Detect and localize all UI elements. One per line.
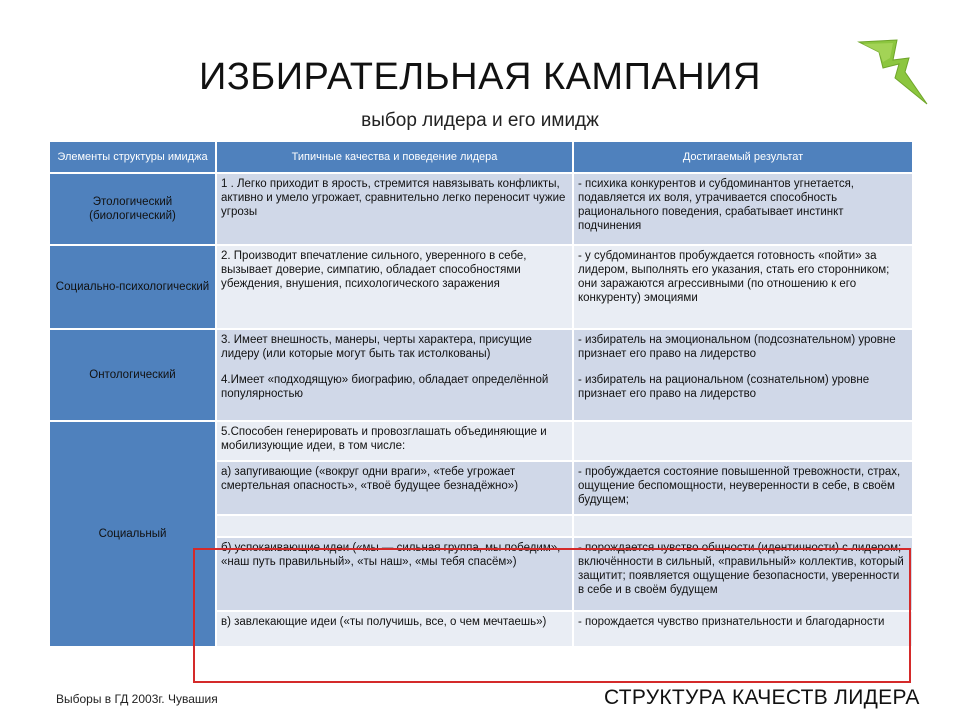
quality-cell [217,330,572,420]
result-text: - избиратель на рациональном (сознательном) уровне признает его право на лидерство [578,374,870,400]
table-row [50,246,912,328]
table-row [50,330,912,420]
quality-cell: 2. Производит впечатление сильного, уверенного в себе, вызывает доверие, симпатию, обладает способностями убеждения, внушения, психологического заражения [217,246,572,328]
table-row [50,174,912,244]
leader-structure-table [48,140,914,648]
table-header-row [50,142,912,172]
element-social: Социальный [50,422,215,646]
result-cell [574,330,912,420]
element-sociopsychological: Социально-психологический [50,246,215,328]
element-ethological: Этологический (биологический) [50,174,215,244]
quality-cell: в) завлекающие идеи («ты получишь, все, о чем мечтаешь») [217,612,572,646]
header-elements: Элементы структуры имиджа [50,142,215,172]
footer-source: Выборы в ГД 2003г. Чувашия [56,692,218,706]
result-cell: - психика конкурентов и субдоминантов угнетается, подавляется их воля, утрачивается способность рационального поведения, срабатывает инстинкт подчинения [574,174,912,244]
result-cell: - порождается чувство признательности и благодарности [574,612,912,646]
quality-text: 4.Имеет «подходящую» биографию, обладает определённой популярностью [221,374,549,400]
result-cell: - пробуждается состояние повышенной тревожности, страх, ощущение беспомощности, неуверенности в себе, в своём будущем; [574,462,912,514]
footer-caption: СТРУКТУРА КАЧЕСТВ ЛИДЕРА [604,686,920,709]
result-cell [574,516,912,536]
result-cell: - у субдоминантов пробуждается готовность «пойти» за лидером, выполнять его указания, стать его сторонником; они заражаются агрессивными (по отношению к его конкуренту) эмоциями [574,246,912,328]
quality-cell: 1 . Легко приходит в ярость, стремится навязывать конфликты, активно и умело угрожает, сравнительно легко переносит чужие угрозы [217,174,572,244]
lightning-bolt-icon [853,34,933,108]
quality-cell: 5.Способен генерировать и провозглашать объединяющие и мобилизующие идеи, в том числе: [217,422,572,460]
header-result: Достигаемый результат [574,142,912,172]
result-cell [574,422,912,460]
page-subtitle: выбор лидера и его имидж [361,110,599,131]
table-row [50,422,912,460]
quality-text: 3. Имеет внешность, манеры, черты характера, присущие лидеру (или которые могут быть так истолкованы) [221,334,532,360]
header-qualities: Типичные качества и поведение лидера [217,142,572,172]
element-ontological: Онтологический [50,330,215,420]
quality-cell: б) успокаивающие идеи («мы — сильная группа, мы победим», «наш путь правильный», «ты наш», «мы тебя спасём») [217,538,572,610]
result-cell: - порождается чувство общности (идентичности) с лидером; включённости в сильный, «правильный» коллектив, который защитит; появляется ощущение безопасности, уверенности в себе и в своём будущем [574,538,912,610]
quality-cell: а) запугивающие («вокруг одни враги», «тебе угрожает смертельная опасность», «твоё будущее безнадёжно») [217,462,572,514]
page-title: ИЗБИРАТЕЛЬНАЯ КАМПАНИЯ [199,56,761,98]
quality-cell [217,516,572,536]
result-text: - избиратель на эмоциональном (подсознательном) уровне признает его право на лидерство [578,334,896,360]
